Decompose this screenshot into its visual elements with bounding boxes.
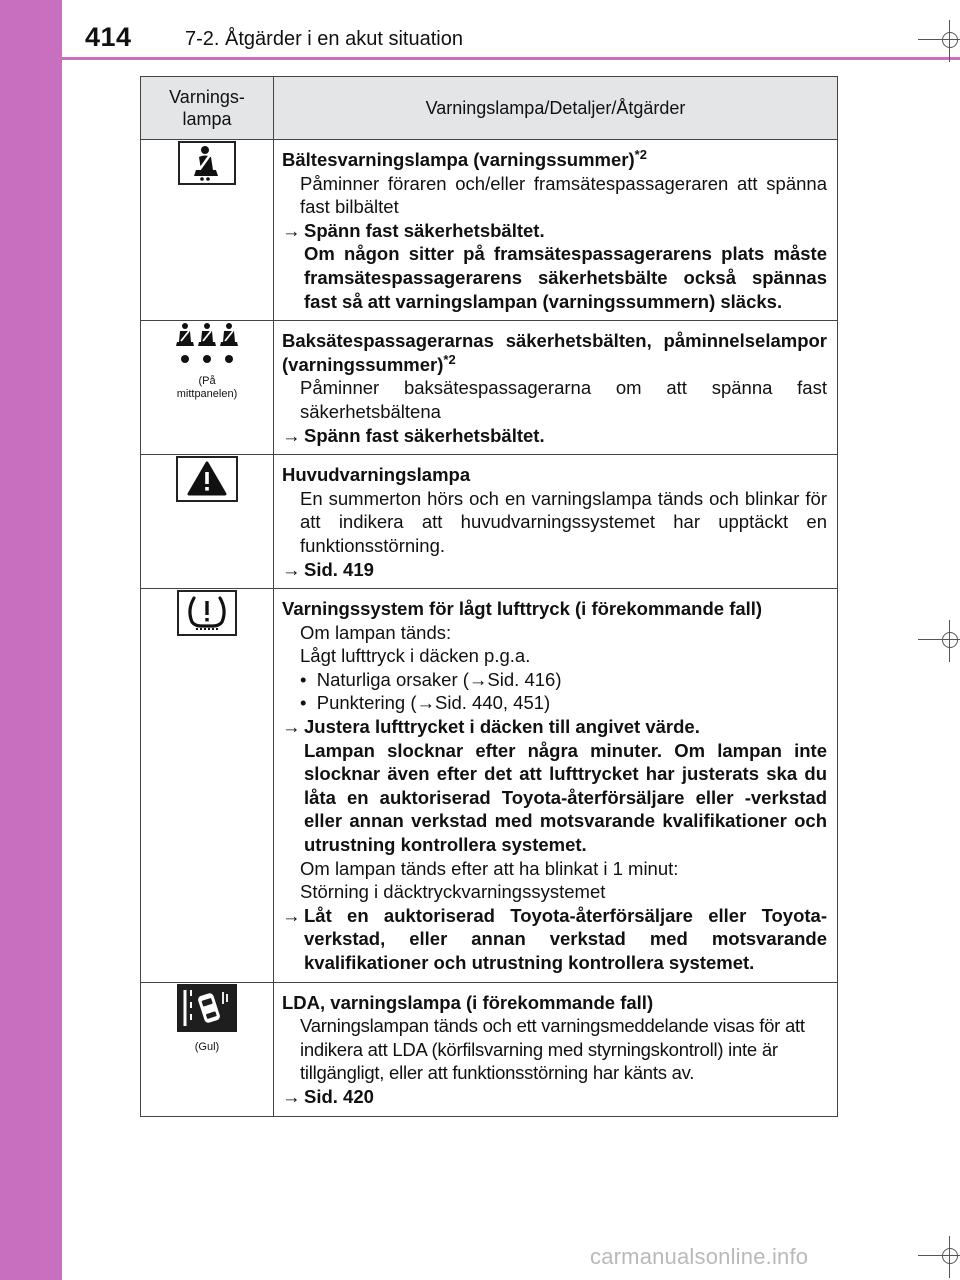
action-detail: Om någon sitter på framsätespassagerarens plats måste framsätespassagerarens säkerhetsbälte också spännas fast så att varningslampan (varningssummern) släcks. [304,243,827,312]
header-rule [62,57,960,60]
action-line [282,219,827,243]
action-text: Justera lufttrycket i däcken till angivet värde. [304,716,700,738]
seatbelt-icon [178,141,236,185]
page-reference: Sid. 419 [304,558,374,580]
action-detail: Lampan slocknar efter några minuter. Om lampan inte slocknar även efter det att lufttrycket har justerats ska du låta en auktoriserad Toyota-återförsäljare eller -verkstad eller annan verkstad med motsvarande kvalifikationer och utrustning kontrollera systemet. [304,739,827,856]
table-row [141,321,838,455]
action-line [282,904,827,975]
lamp-description: Störning i däcktryckvarningssystemet [300,881,606,903]
lamp-cell [141,321,274,455]
lamp-title: Huvudvarningslampa [282,464,471,486]
lamp-cell [141,982,274,1116]
lamp-cell [141,455,274,589]
lamp-description: Om lampan tänds efter att ha blinkat i 1 minut: [300,857,679,879]
master-warning-icon [176,456,238,502]
table-row [141,982,838,1116]
lamp-title: Varningssystem för lågt lufttryck (i förekommande fall) [282,598,763,620]
lamp-title: Baksätespassagerarnas säkerhetsbälten, påminnelselampor (varningssummer) [282,330,827,375]
chapter-title: 7-2. Åtgärder i en akut situation [185,28,463,50]
tire-pressure-icon [177,590,237,636]
lamp-description: Varningslampan tänds och ett varningsmeddelande visas för att indikera att LDA (körfilsvarning med styrningskontroll) inte är tillgängligt, eller att funktionsstörning har känts av. [300,1015,805,1084]
detail-cell [274,455,838,589]
lamp-title: Bältesvarningslampa (varningssummer) [282,149,635,170]
table-row [141,589,838,983]
table-row [141,140,838,321]
lamp-description: Om lampan tänds: [300,621,452,643]
detail-cell [274,982,838,1116]
page-reference: Sid. 420 [304,1085,374,1107]
bullet-icon: • [300,668,307,690]
action-line [282,558,827,582]
arrow-icon: → [282,558,301,580]
footnote-ref: *2 [634,147,647,162]
lda-icon [177,984,237,1032]
watermark: carmanualsonline.info [590,1244,809,1269]
lamp-caption: (På mittpanelen) [176,375,238,401]
detail-cell [274,321,838,455]
action-line [282,424,827,448]
arrow-icon: → [282,1085,301,1107]
arrow-icon: → [282,904,301,926]
action-text: Spänn fast säkerhetsbältet. [304,219,545,241]
page-number: 414 [85,22,132,52]
lamp-description: En summerton hörs och en varningslampa tänds och blinkar för att indikera att huvudvarningssystemet har upptäckt en funktionsstörning. [300,487,827,556]
lamp-title: LDA, varningslampa (i förekommande fall) [282,991,654,1013]
detail-cell [274,140,838,321]
col-header-details: Varningslampa/Detaljer/Åtgärder [274,77,838,140]
col-header-lamp: Varnings- lampa [141,77,274,140]
table-header-row [141,77,838,140]
arrow-icon: → [282,424,301,446]
table-row [141,455,838,589]
arrow-icon: → [282,716,301,738]
bullet-icon: • [300,692,307,714]
list-item: • Punktering (→Sid. 440, 451) [300,692,551,714]
side-band [0,0,62,1280]
arrow-icon: → [282,219,301,241]
footnote-ref: *2 [443,351,456,367]
list-item: • Naturliga orsaker (→Sid. 416) [300,668,562,690]
detail-cell [274,589,838,983]
action-text: Spänn fast säkerhetsbältet. [304,424,545,446]
lamp-description: Påminner föraren och/eller framsätespassageraren att spänna fast bilbältet [300,172,827,218]
warning-lamp-table [140,76,838,1117]
lamp-description: Lågt lufttryck i däcken p.g.a. [300,645,531,667]
lamp-description: Påminner baksätespassagerarna om att spänna fast säkerhetsbältena [300,377,827,422]
lamp-cell [141,140,274,321]
action-text: Låt en auktoriserad Toyota-återförsäljare eller Toyota-verkstad, eller annan verkstad med motsvarande kvalifikationer och utrustning kontrollera systemet. [304,904,827,973]
action-line [282,1085,827,1109]
action-line [282,715,827,739]
lamp-cell [141,589,274,983]
lamp-caption: (Gul) [194,1040,220,1053]
rear-seatbelts-icon [175,322,239,366]
